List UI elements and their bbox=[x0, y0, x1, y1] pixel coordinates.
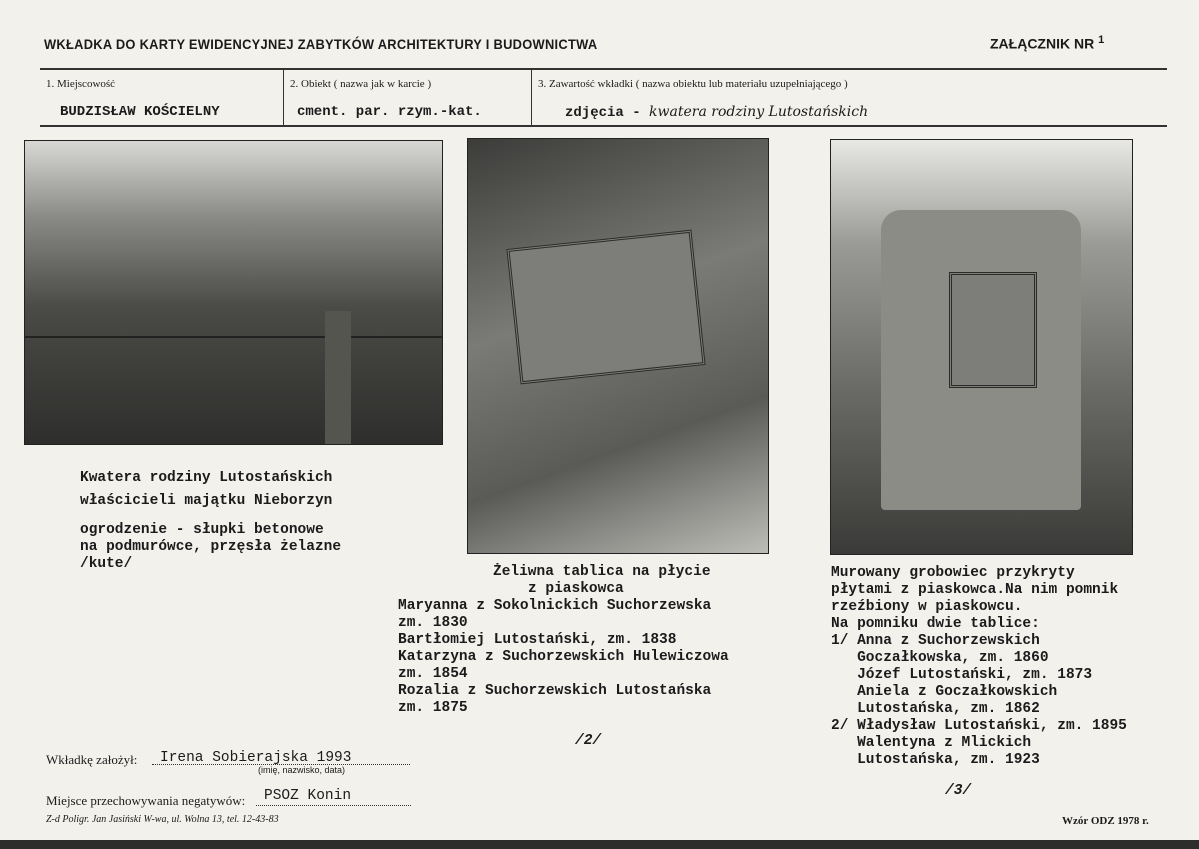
photo-tomb-monument bbox=[830, 139, 1133, 555]
caption-line: Lutostańska, zm. 1923 bbox=[831, 752, 1040, 768]
content-label: 3. Zawartość wkładki ( nazwa obiektu lub materiału uzupełniającego ) bbox=[538, 78, 848, 90]
photo3-number: /3/ bbox=[945, 783, 972, 799]
caption-line: Bartłomiej Lutostański, zm. 1838 bbox=[398, 632, 677, 648]
place-value: BUDZISŁAW KOŚCIELNY bbox=[60, 104, 220, 120]
scan-edge bbox=[0, 840, 1199, 849]
caption-line: płytami z piaskowca.Na nim pomnik bbox=[831, 582, 1119, 598]
caption-line: ogrodzenie - słupki betonowe bbox=[80, 522, 324, 538]
photo-cast-iron-plaque bbox=[467, 138, 769, 554]
content-handwritten: kwatera rodziny Lutostańskich bbox=[649, 104, 869, 120]
author-label: Wkładkę założył: bbox=[46, 752, 138, 767]
caption-line: na podmurówce, przęsła żelazne bbox=[80, 539, 342, 555]
caption-line: zm. 1830 bbox=[398, 615, 468, 631]
bottom-rule bbox=[40, 125, 1167, 127]
caption-line: /kute/ bbox=[80, 556, 133, 572]
content-typed: zdjęcia - bbox=[565, 105, 641, 121]
annex-label: ZAŁĄCZNIK NR bbox=[990, 35, 1095, 52]
caption-photo2 bbox=[398, 564, 729, 717]
caption-line: Lutostańska, zm. 1862 bbox=[831, 701, 1040, 717]
photo-fence bbox=[24, 140, 443, 445]
photo2-number: /2/ bbox=[575, 733, 602, 749]
author-field bbox=[152, 748, 410, 765]
document-title: WKŁADKA DO KARTY EWIDENCYJNEJ ZABYTKÓW ARCHITEKTURY I BUDOWNICTWA bbox=[44, 36, 598, 52]
caption-line: 1/ Anna z Suchorzewskich bbox=[831, 633, 1040, 649]
content-value bbox=[565, 104, 868, 121]
caption-line: Goczałkowska, zm. 1860 bbox=[831, 650, 1049, 666]
caption-line: Kwatera rodziny Lutostańskich bbox=[80, 470, 333, 486]
caption-line: rzeźbiony w piaskowcu. bbox=[831, 599, 1023, 615]
fence-rail bbox=[25, 336, 442, 338]
negatives-value: PSOZ Konin bbox=[264, 788, 352, 804]
caption-line: Maryanna z Sokolnickich Suchorzewska bbox=[398, 598, 712, 614]
caption-line: Józef Lutostański, zm. 1873 bbox=[831, 667, 1093, 683]
divider bbox=[531, 70, 532, 126]
negatives-label: Miejsce przechowywania negatywów: bbox=[46, 793, 246, 808]
caption-line: 2/ Władysław Lutostański, zm. 1895 bbox=[831, 718, 1127, 734]
negatives-field bbox=[256, 786, 411, 806]
caption-line: właścicieli majątku Nieborzyn bbox=[80, 493, 333, 509]
caption-line: z piaskowca bbox=[528, 581, 624, 597]
annex-value: 1 bbox=[1098, 34, 1105, 46]
caption-line: Katarzyna z Suchorzewskich Hulewiczowa bbox=[398, 649, 729, 665]
caption-line: zm. 1875 bbox=[398, 700, 468, 716]
author-value: Irena Sobierajska 1993 bbox=[160, 750, 352, 766]
caption-line: Żeliwna tablica na płycie bbox=[493, 564, 711, 580]
plaque bbox=[949, 272, 1037, 388]
annex-number bbox=[990, 34, 1104, 52]
caption-line: Na pomniku dwie tablice: bbox=[831, 616, 1040, 632]
fence-post bbox=[325, 311, 351, 444]
top-rule bbox=[40, 68, 1167, 70]
caption-line: Rozalia z Suchorzewskich Lutostańska bbox=[398, 683, 712, 699]
form-number: Wzór ODZ 1978 r. bbox=[1062, 815, 1149, 827]
caption-line: zm. 1854 bbox=[398, 666, 468, 682]
author-hint: (imię, nazwisko, data) bbox=[258, 765, 346, 775]
caption-photo1 bbox=[80, 470, 341, 573]
caption-line: Aniela z Goczałkowskich bbox=[831, 684, 1058, 700]
place-label: 1. Miejscowość bbox=[46, 78, 116, 90]
printer-info: Z-d Poligr. Jan Jasiński W-wa, ul. Wolna 13, tel. 12-43-83 bbox=[46, 814, 279, 825]
caption-photo3 bbox=[831, 565, 1127, 769]
object-label: 2. Obiekt ( nazwa jak w karcie ) bbox=[290, 78, 432, 90]
caption-line: Walentyna z Mlickich bbox=[831, 735, 1032, 751]
plaque bbox=[506, 230, 705, 385]
object-value: cment. par. rzym.-kat. bbox=[297, 104, 482, 120]
caption-line: Murowany grobowiec przykryty bbox=[831, 565, 1075, 581]
divider bbox=[283, 70, 284, 126]
